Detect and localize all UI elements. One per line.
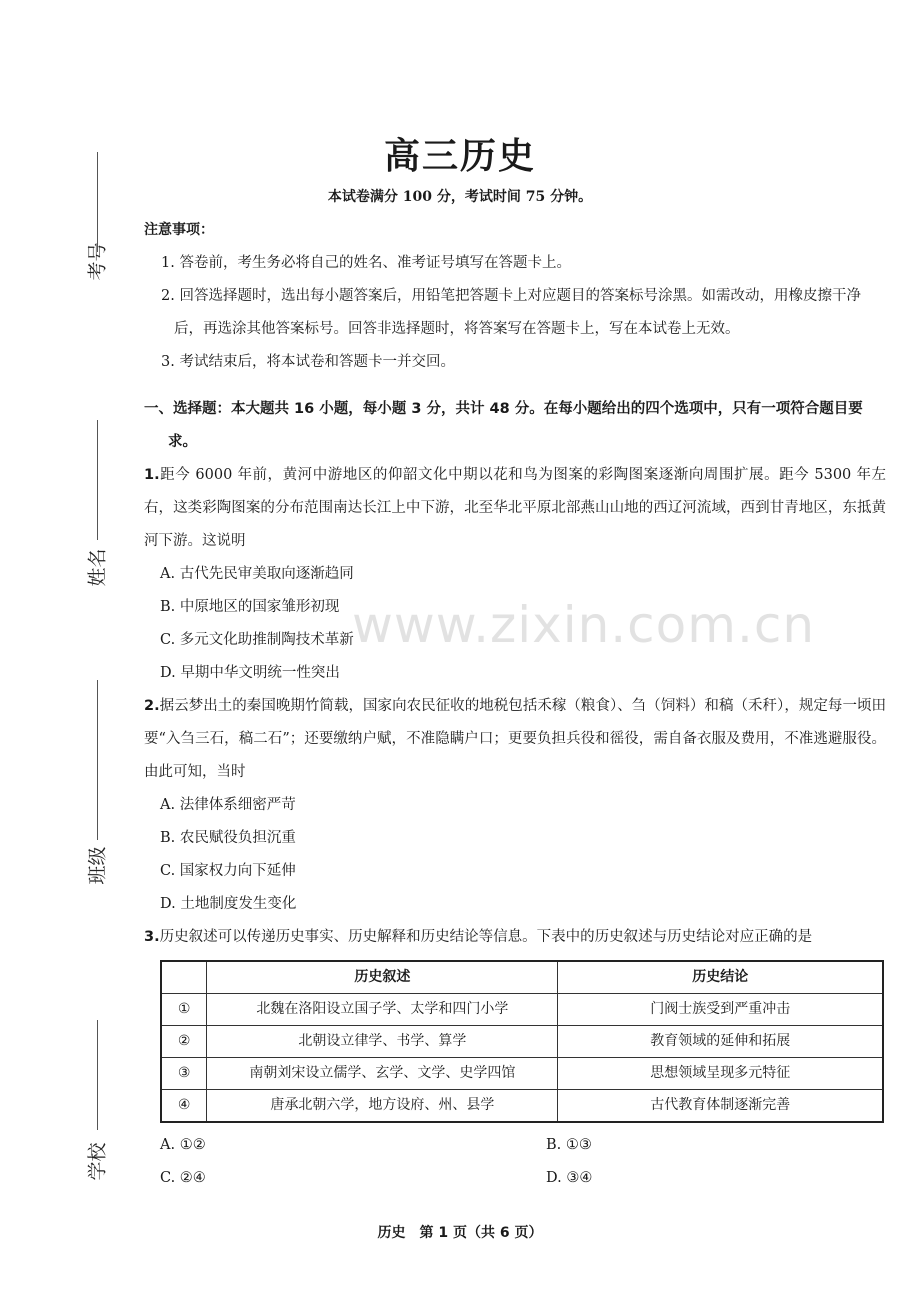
question-3-options bbox=[144, 1129, 886, 1195]
option-d[interactable]: D. 早期中华文明统一性突出 bbox=[160, 665, 340, 681]
table-cell: ④ bbox=[161, 1090, 207, 1123]
section-heading: 一、选择题：本大题共 16 小题，每小题 3 分，共计 48 分。在每小题给出的四个选项中，只有一项符合题目要求。 bbox=[144, 401, 863, 450]
option-b[interactable]: B. 中原地区的国家雏形初现 bbox=[160, 599, 340, 615]
table-cell: 思想领域呈现多元特征 bbox=[558, 1058, 883, 1090]
table-cell: 古代教育体制逐渐完善 bbox=[558, 1090, 883, 1123]
binding-margin bbox=[70, 140, 116, 1200]
option-d[interactable]: D. ③④ bbox=[546, 1170, 593, 1186]
table-row bbox=[161, 994, 883, 1026]
table-cell: 南朝刘宋设立儒学、玄学、文学、史学四馆 bbox=[207, 1058, 558, 1090]
question-1-stem bbox=[144, 459, 886, 558]
question-text: 距今 6000 年前，黄河中游地区的仰韶文化中期以花和鸟为图案的彩陶图案逐渐向周围扩展。距今 5300 年左右，这类彩陶图案的分布范围南达长江上中下游，北至华北平原北部燕山山地的西辽河流域，西到甘青地区，东抵黄河下游。这说明 bbox=[144, 467, 886, 549]
option-a[interactable]: A. 法律体系细密严苛 bbox=[160, 797, 296, 813]
option-a[interactable]: A. 古代先民审美取向逐渐趋同 bbox=[160, 566, 354, 582]
question-text: 据云梦出土的秦国晚期竹简载，国家向农民征收的地税包括禾稼（粮食）、刍（饲料）和稿（禾秆），规定每一顷田要“入刍三石，稿二石”；还要缴纳户赋，不准隐瞒户口；更要负担兵役和徭役，需自备衣服及费用，不准逃避服役。由此可知，当时 bbox=[144, 698, 886, 780]
question-number: 3. bbox=[144, 929, 160, 945]
history-table bbox=[160, 960, 884, 1123]
table-cell: 教育领域的延伸和拓展 bbox=[558, 1026, 883, 1058]
question-3-stem bbox=[144, 921, 886, 954]
notice-item: 2. 回答选择题时，选出每小题答案后，用铅笔把答题卡上对应题目的答案标号涂黑。如需改动，用橡皮擦干净后，再选涂其他答案标号。回答非选择题时，将答案写在答题卡上，写在本试卷上无效。 bbox=[161, 288, 861, 337]
margin-line bbox=[97, 1020, 98, 1130]
table-row bbox=[161, 1058, 883, 1090]
notice-item: 3. 考试结束后，将本试卷和答题卡一并交回。 bbox=[161, 354, 455, 370]
option-c[interactable]: C. 多元文化助推制陶技术革新 bbox=[160, 632, 354, 648]
table-header-cell: 历史结论 bbox=[558, 961, 883, 994]
table-row bbox=[161, 1090, 883, 1123]
margin-label-exam-number: 考号 bbox=[86, 242, 109, 281]
notice-item: 1. 答卷前，考生务必将自己的姓名、准考证号填写在答题卡上。 bbox=[161, 255, 571, 271]
page-footer: 历史 第 1 页（共 6 页） bbox=[377, 1225, 543, 1241]
margin-label-name: 姓名 bbox=[86, 548, 109, 587]
question-number: 2. bbox=[144, 698, 160, 714]
table-header-cell bbox=[161, 961, 207, 994]
margin-label-school: 学校 bbox=[86, 1142, 109, 1181]
notice-title: 注意事项： bbox=[144, 222, 214, 238]
option-b[interactable]: B. 农民赋役负担沉重 bbox=[160, 830, 296, 846]
margin-line bbox=[97, 420, 98, 540]
exam-content bbox=[144, 214, 886, 1195]
option-a[interactable]: A. ①② bbox=[160, 1137, 206, 1153]
table-header-row bbox=[161, 961, 883, 994]
option-b[interactable]: B. ①③ bbox=[546, 1137, 592, 1153]
page-title: 高三历史 bbox=[383, 135, 536, 177]
watermark: www.zixin.com.cn bbox=[352, 596, 816, 654]
table-cell: 门阀士族受到严重冲击 bbox=[558, 994, 883, 1026]
margin-label-class: 班级 bbox=[86, 846, 109, 885]
margin-line bbox=[97, 680, 98, 840]
exam-info: 本试卷满分 100 分，考试时间 75 分钟。 bbox=[327, 189, 593, 205]
table-header-cell: 历史叙述 bbox=[207, 961, 558, 994]
table-cell: ① bbox=[161, 994, 207, 1026]
table-row bbox=[161, 1026, 883, 1058]
table-cell: 北朝设立律学、书学、算学 bbox=[207, 1026, 558, 1058]
table-cell: ③ bbox=[161, 1058, 207, 1090]
option-c[interactable]: C. 国家权力向下延伸 bbox=[160, 863, 296, 879]
table-cell: ② bbox=[161, 1026, 207, 1058]
table-cell: 唐承北朝六学，地方设府、州、县学 bbox=[207, 1090, 558, 1123]
question-2-stem bbox=[144, 690, 886, 789]
option-c[interactable]: C. ②④ bbox=[160, 1170, 206, 1186]
table-cell: 北魏在洛阳设立国子学、太学和四门小学 bbox=[207, 994, 558, 1026]
option-d[interactable]: D. 土地制度发生变化 bbox=[160, 896, 297, 912]
question-text: 历史叙述可以传递历史事实、历史解释和历史结论等信息。下表中的历史叙述与历史结论对应正确的是 bbox=[159, 929, 813, 945]
question-number: 1. bbox=[144, 467, 160, 483]
